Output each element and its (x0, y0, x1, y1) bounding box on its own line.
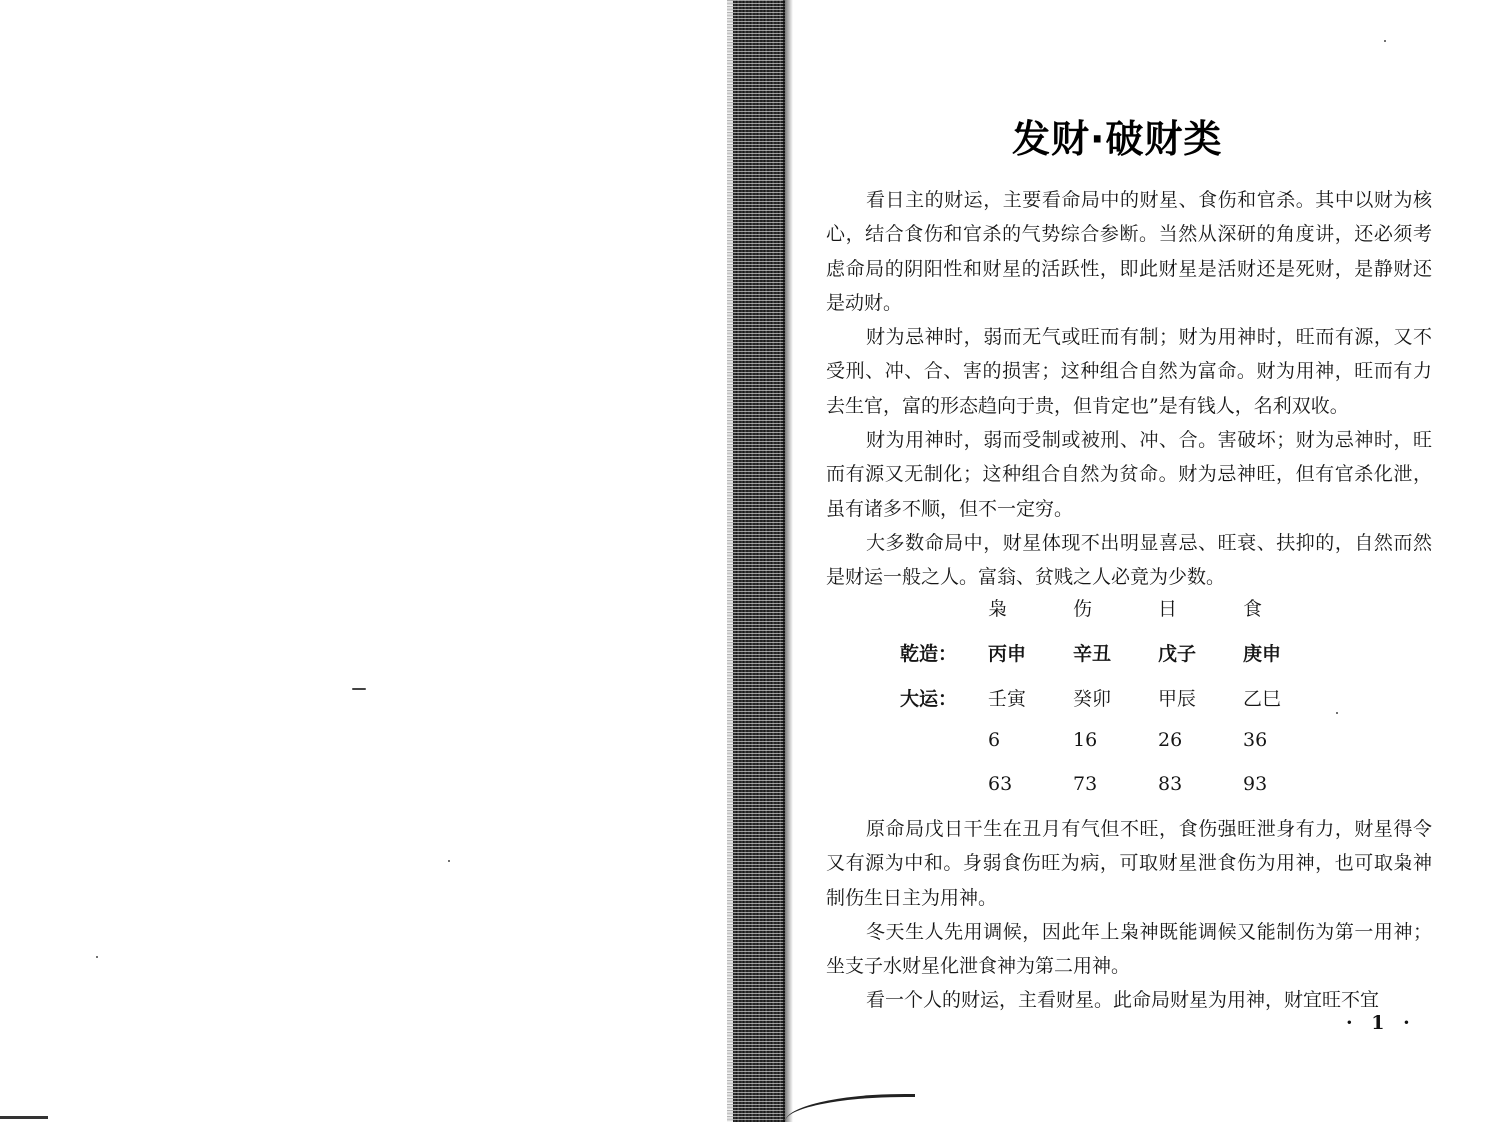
chart-cell: 庚申 (1243, 643, 1282, 665)
paragraph: 冬天生人先用调候，因此年上枭神既能调候又能制伤为第一用神；坐支子水财星化泄食神为第二用神。 (826, 920, 1432, 978)
chart-cell: 辛丑 (1073, 643, 1112, 665)
chart-cell: 癸卯 (1073, 688, 1112, 710)
chart-row-label: 乾造： (900, 643, 958, 665)
scan-speck (1336, 712, 1338, 714)
body-text-bottom (826, 812, 1432, 1018)
gutter-shadow (783, 0, 793, 1122)
page-bottom-edge (785, 1094, 915, 1122)
chart-cell: 63 (988, 773, 1013, 795)
chart-cell: 26 (1158, 729, 1183, 751)
chart-cell: 枭 (988, 598, 1008, 620)
page-title: 发财·破财类 (1012, 117, 1223, 161)
book-spine-gutter (733, 0, 785, 1122)
scan-speck (448, 860, 450, 862)
chart-cell: 食 (1243, 598, 1263, 620)
paragraph: 原命局戊日干生在丑月有气但不旺，食伤强旺泄身有力，财星得令又有源为中和。身弱食伤旺为病，可取财星泄食伤为用神，也可取枭神制伤生日主为用神。 (826, 818, 1432, 909)
paragraph: 大多数命局中，财星体现不出明显喜忌、旺衰、扶抑的，自然而然是财运一般之人。富翁、贫贱之人必竟为少数。 (826, 531, 1432, 589)
chart-cell: 伤 (1073, 598, 1093, 620)
paragraph: 看一个人的财运，主看财星。此命局财星为用神，财宜旺不宜 (866, 989, 1380, 1012)
chart-row-label: 大运： (900, 688, 958, 710)
chart-cell: 36 (1243, 729, 1268, 751)
scan-speck (1384, 40, 1386, 42)
page-number: · 1 · (1346, 1012, 1416, 1034)
chart-cell: 6 (988, 729, 1001, 751)
chart-cell: 日 (1158, 598, 1178, 620)
chart-cell: 戊子 (1158, 643, 1197, 665)
chart-cell: 壬寅 (988, 688, 1027, 710)
chart-cell: 甲辰 (1158, 688, 1197, 710)
chart-cell: 73 (1073, 773, 1098, 795)
left-page-bottom-edge (0, 1116, 48, 1119)
chart-cell: 93 (1243, 773, 1268, 795)
chart-cell: 83 (1158, 773, 1183, 795)
paragraph: 看日主的财运，主要看命局中的财星、食伤和官杀。其中以财为核心，结合食伤和官杀的气势综合参断。当然从深研的角度讲，还必须考虑命局的阴阳性和财星的活跃性，即此财星是活财还是死财，是静财还是动财。 (826, 189, 1432, 314)
chart-cell: 16 (1073, 729, 1098, 751)
chart-cell: 乙巳 (1243, 688, 1282, 710)
scan-speck (352, 688, 366, 690)
scan-speck (96, 956, 98, 958)
body-text-top (826, 183, 1432, 595)
paragraph: 财为用神时，弱而受制或被刑、冲、合。害破坏；财为忌神时，旺而有源又无制化；这种组合自然为贫命。财为忌神旺，但有官杀化泄，虽有诸多不顺，但不一定穷。 (826, 429, 1432, 520)
chart-cell: 丙申 (988, 643, 1027, 665)
paragraph: 财为忌神时，弱而无气或旺而有制；财为用神时，旺而有源，又不受刑、冲、合、害的损害；这种组合自然为富命。财为用神，旺而有力去生官，富的形态趋向于贵，但肯定也”是有钱人，名利双收。 (826, 326, 1432, 417)
